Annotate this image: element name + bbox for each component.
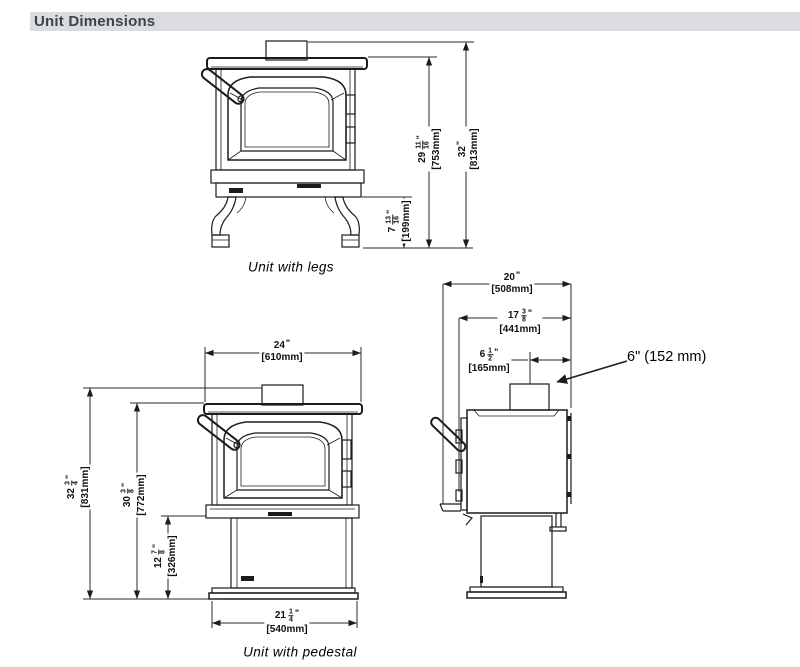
dim-pedestal-height: 12 7 8 " [326mm] xyxy=(150,535,178,577)
dim-overall-height-legs: 32 " [813mm] xyxy=(454,128,480,170)
dim-base-width-pedestal: 21 $\frac{1}{4}$ " [540mm] xyxy=(266,607,308,635)
dim-height-to-top-plate-legs: 29 11 16 " [753mm] xyxy=(414,128,442,170)
dim-flue-center-to-rear: 6 $\frac{1}{2}$ " [165mm] xyxy=(468,346,510,374)
caption-unit-with-legs: Unit with legs xyxy=(248,259,334,275)
flue-diameter-note: 6" (152 mm) xyxy=(627,349,707,365)
side-view-drawing xyxy=(429,384,571,598)
pedestal-unit-drawing xyxy=(196,385,362,599)
dim-leg-height: 7 13 16 " [199mm] xyxy=(384,200,412,242)
page-title: Unit Dimensions xyxy=(34,13,156,30)
dim-height-to-top-plate-pedestal: 30 3 8 " [772mm] xyxy=(119,474,147,516)
legs-unit-drawing xyxy=(200,41,367,247)
dim-depth-body: 17 $\frac{3}{8}$ " [441mm] xyxy=(499,307,541,335)
dim-top-width-pedestal: 24 " [610mm] xyxy=(261,337,303,363)
dim-depth-overall: 20 " [508mm] xyxy=(491,269,533,295)
caption-unit-with-pedestal: Unit with pedestal xyxy=(243,644,357,660)
dim-overall-height-pedestal: 32 3 4 " [831mm] xyxy=(63,466,91,508)
